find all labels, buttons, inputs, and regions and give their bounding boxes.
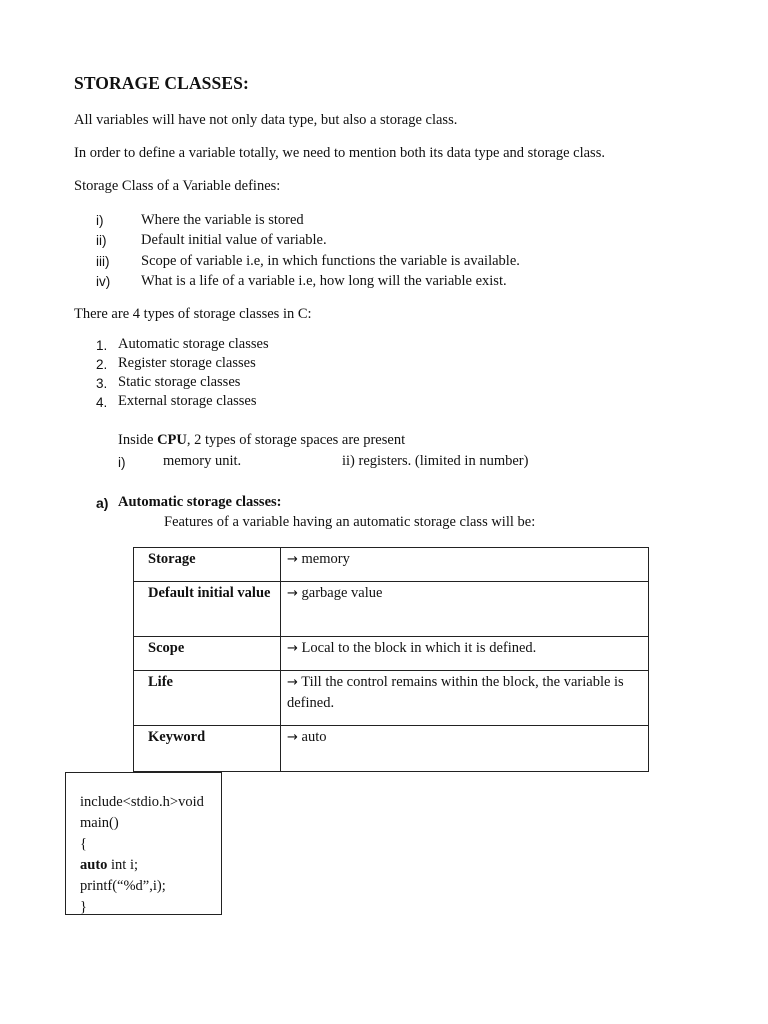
- table-row: [134, 548, 649, 582]
- table-key: Scope: [134, 637, 281, 671]
- table-row: [134, 726, 649, 772]
- list-item-marker: ii): [96, 233, 107, 248]
- table-value: [281, 726, 649, 772]
- table-key: Keyword: [134, 726, 281, 772]
- section-heading: Automatic storage classes:: [118, 494, 282, 510]
- code-line: {: [80, 836, 87, 852]
- list-item: Default initial value of variable.: [141, 232, 327, 248]
- list-item: Register storage classes: [118, 355, 256, 371]
- arrow-icon: →: [287, 675, 298, 690]
- table-value-text: auto: [297, 729, 327, 745]
- cpu-paragraph: [118, 432, 405, 449]
- table-value-text: Till the control remains within the block, the variable is defined.: [287, 674, 624, 711]
- cpu-item-marker: i): [118, 455, 126, 470]
- code-line: }: [80, 899, 87, 915]
- list-item: What is a life of a variable i.e, how long will the variable exist.: [141, 273, 507, 289]
- arrow-icon: →: [287, 586, 298, 601]
- cpu-suffix: , 2 types of storage spaces are present: [186, 432, 406, 448]
- intro-paragraph-2: In order to define a variable totally, we need to mention both its data type and storage class.: [74, 145, 605, 161]
- list-item: Where the variable is stored: [141, 212, 304, 228]
- cpu-item-memory: memory unit.: [163, 453, 242, 469]
- intro-paragraph-1: All variables will have not only data type, but also a storage class.: [74, 112, 458, 128]
- list-item: Automatic storage classes: [118, 336, 269, 352]
- table-key: Life: [134, 671, 281, 726]
- list-item: External storage classes: [118, 393, 257, 409]
- cpu-bold: CPU: [157, 432, 187, 448]
- list-item-marker: 3.: [96, 376, 108, 391]
- code-line: main(): [80, 815, 119, 831]
- list-item-marker: iii): [96, 254, 110, 269]
- table-value: [281, 548, 649, 582]
- list-item-marker: 1.: [96, 338, 108, 353]
- table-value: [281, 637, 649, 671]
- code-box: [65, 772, 222, 915]
- table-value-text: memory: [297, 551, 350, 567]
- table-value-text: Local to the block in which it is defined.: [297, 640, 537, 656]
- list-item-marker: 4.: [96, 395, 108, 410]
- list-item: Scope of variable i.e, in which functions the variable is available.: [141, 253, 520, 269]
- code-keyword: auto: [80, 857, 108, 873]
- table-row: [134, 637, 649, 671]
- arrow-icon: →: [287, 730, 298, 745]
- code-line: include<stdio.h>void: [80, 794, 204, 810]
- types-intro: There are 4 types of storage classes in C:: [74, 306, 312, 322]
- list-item: Static storage classes: [118, 374, 241, 390]
- cpu-item-registers: ii) registers. (limited in number): [342, 453, 529, 469]
- table-row: [134, 582, 649, 637]
- code-line: printf(“%d”,i);: [80, 878, 166, 894]
- table-row: [134, 671, 649, 726]
- arrow-icon: →: [287, 552, 298, 567]
- table-key: Default initial value: [134, 582, 281, 637]
- table-value: [281, 671, 649, 726]
- section-features-text: Features of a variable having an automatic storage class will be:: [164, 514, 536, 530]
- list-item-marker: i): [96, 213, 104, 228]
- cpu-prefix: Inside: [118, 432, 158, 448]
- list-item-marker: 2.: [96, 357, 108, 372]
- code-line: [80, 855, 221, 876]
- feature-table: [133, 547, 649, 772]
- list-item-marker: iv): [96, 274, 111, 289]
- table-key: Storage: [134, 548, 281, 582]
- section-marker: a): [96, 495, 109, 511]
- intro-paragraph-3: Storage Class of a Variable defines:: [74, 178, 281, 194]
- page-title: STORAGE CLASSES:: [74, 73, 249, 93]
- table-value: [281, 582, 649, 637]
- arrow-icon: →: [287, 641, 298, 656]
- code-text: int i;: [107, 857, 139, 873]
- table-value-text: garbage value: [297, 585, 383, 601]
